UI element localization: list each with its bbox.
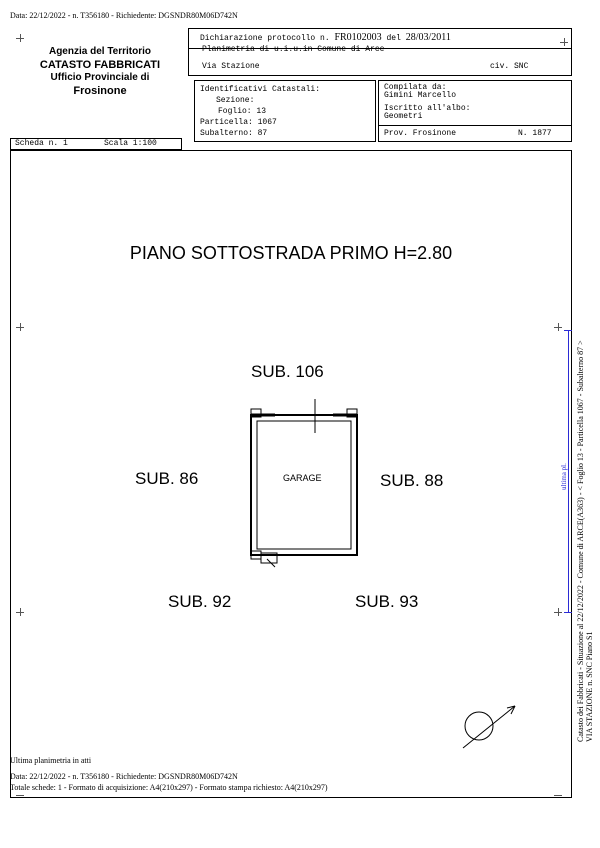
sub-bottom-left-label: SUB. 92 (168, 592, 232, 611)
frame-tick (554, 795, 562, 796)
scheda-number: Scheda n. 1 (15, 139, 68, 148)
agency-name: Agenzia del Territorio (48, 46, 152, 57)
sezione-field: Sezione: (216, 96, 255, 105)
top-request-note: Data: 22/12/2022 - n. T356180 - Richiedente: DGSNDR80M06D742N (10, 11, 238, 20)
side-scale-line (568, 330, 569, 612)
agency-block (20, 46, 180, 98)
footer-request-note: Data: 22/12/2022 - n. T356180 - Richiedente: DGSNDR80M06D742N (10, 772, 238, 781)
sub-top-label: SUB. 106 (251, 362, 324, 381)
side-scale-cap (564, 330, 572, 331)
prov-value: Prov. Frosinone (384, 129, 457, 138)
frame-tick (558, 323, 559, 331)
particella-field: Particella: 1067 (200, 118, 277, 127)
ufficio-province: Frosinone (73, 85, 127, 97)
subalterno-field: Subalterno: 87 (200, 129, 268, 138)
garage-floor-plan (245, 395, 375, 575)
ultima-planimetria-note: Ultima planimetria in atti (10, 756, 92, 765)
via-line: Via Stazione (202, 62, 260, 71)
side-scale-cap (564, 612, 572, 613)
garage-room-label: GARAGE (283, 473, 322, 483)
catasto-title: CATASTO FABBRICATI (39, 59, 161, 71)
albo-number: N. 1877 (518, 129, 552, 138)
iscritto-label: Iscritto all'albo: (384, 104, 471, 113)
plan-title: PIANO SOTTOSTRADA PRIMO H=2.80 (129, 243, 453, 263)
frame-tick (558, 608, 559, 616)
corner-tick (20, 34, 21, 42)
planimetria-line: Planimetria di u.i.u.in Comune di Arce (202, 45, 385, 54)
frame-tick (20, 323, 21, 331)
compilata-label: Compilata da: (384, 83, 447, 92)
foglio-field: Foglio: 13 (218, 107, 267, 116)
protocol-date: 28/03/2011 (405, 32, 451, 43)
dichiarazione-label: Dichiarazione protocollo n. (200, 34, 330, 43)
frame-tick (16, 795, 24, 796)
sub-left-label: SUB. 86 (135, 469, 199, 488)
side-note-line1: Catasto dei Fabbricati - Situazione al 22/12/2022 - Comune di ARCE(A363) - < Foglio 13 - Particella 1067 - Subalterno 87 > (576, 340, 585, 742)
compiler-divider (378, 125, 572, 126)
del-label: del (386, 34, 401, 43)
civ-line: civ. SNC (490, 62, 529, 71)
ufficio-label: Ufficio Provinciale di (50, 72, 150, 83)
footer-totale-schede: Totale schede: 1 - Formato di acquisizione: A4(210x297) - Formato stampa richiesto: A4(210x297) (10, 783, 328, 792)
sub-bottom-right-label: SUB. 93 (355, 592, 419, 611)
frame-tick (20, 608, 21, 616)
dichiarazione-row (200, 33, 451, 44)
side-note-line2: VIA STAZIONE n. SNC Piano S1 (585, 631, 594, 742)
albo-value: Geometri (384, 112, 423, 121)
identifiers-title: Identificativi Catastali: (200, 85, 321, 94)
compiler-name: Gimini Marcello (384, 91, 457, 100)
sub-right-label: SUB. 88 (380, 471, 444, 490)
scala-value: Scala 1:100 (104, 139, 157, 148)
protocol-number: FR0102003 (334, 32, 382, 43)
side-mark: ultima pl. (560, 463, 568, 490)
north-arrow-icon (455, 700, 525, 755)
